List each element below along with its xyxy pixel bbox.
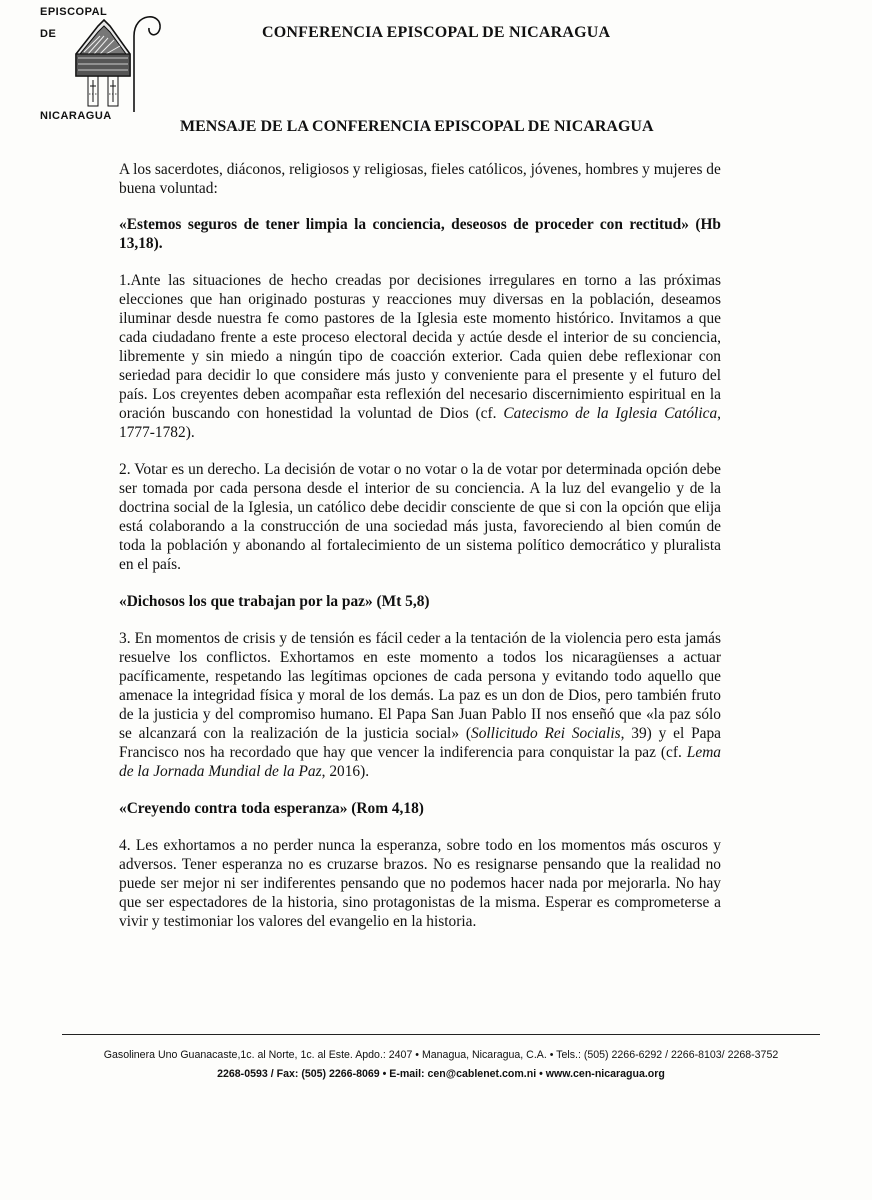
section-heading-1: «Estemos seguros de tener limpia la conciencia, deseosos de proceder con rectitud» (Hb 13,18). — [119, 216, 721, 252]
footer-address-line: Gasolinera Uno Guanacaste,1c. al Norte, 1c. al Este. Apdo.: 2407 • Managua, Nicaragua, C.A. • Tels.: (505) 2266-6292 / 2266-8103/ 2268-3752 — [103, 1049, 779, 1061]
paragraph-4: 4. Les exhortamos a no perder nunca la esperanza, sobre todo en los momentos más oscuros y adversos. Tener esperanza no es cruzarse brazos. No es resignarse pensando que la realidad no puede ser mejor ni ser indiferentes pensando que no podemos hacer nada por mejorarla. No hay que ser espectadores de la historia, sino protagonistas de la misma. Esperar es comprometerse a vivir y testimoniar los valores del evangelio en la historia. — [119, 837, 721, 930]
document-title: MENSAJE DE LA CONFERENCIA EPISCOPAL DE NICARAGUA — [180, 118, 654, 135]
paragraph-1-text: 1.Ante las situaciones de hecho creadas por decisiones irregulares en torno a las próximas elecciones que han originado posturas y reacciones muy diversas en la población, deseamos iluminar desde nuestra fe como pastores de la Iglesia este momento histórico. Invitamos a que cada ciudadano frente a este proceso electoral decida y actúe desde el interior de su conciencia, libremente y sin miedo a ningún tipo de coacción exterior. Cada quien debe reflexionar con seriedad para decidir lo que considere más justo y conveniente para el presente y el futuro del país. Los creyentes deben acompañar esta reflexión del necesario discernimiento espiritual en la oración buscando con honestidad la voluntad de Dios (cf. — [119, 272, 721, 422]
logo-text-top: EPISCOPAL — [40, 6, 108, 18]
episcopal-logo — [40, 6, 160, 126]
logo-text-de: DE — [40, 28, 57, 40]
logo-text-bottom: NICARAGUA — [40, 110, 112, 122]
salutation: A los sacerdotes, diáconos, religiosos y religiosas, fieles católicos, jóvenes, hombres y mujeres de buena voluntad: — [119, 161, 721, 197]
message-body — [119, 160, 721, 931]
paragraph-2: 2. Votar es un derecho. La decisión de votar o no votar o la de votar por determinada opción debe ser tomada por cada persona desde el interior de su conciencia. A la luz del evangelio y de la doctrina social de la Iglesia, un católico debe decidir consciente de que si con la opción que elija está colaborando a la construcción de una sociedad más justa, favoreciendo al bien común de toda la población y abonando al fortalecimiento de un sistema político democrático y pluralista en el país. — [119, 461, 721, 573]
organization-heading: CONFERENCIA EPISCOPAL DE NICARAGUA — [262, 24, 611, 41]
footer-contact-line: 2268-0593 / Fax: (505) 2266-8069 • E-mail: cen@cablenet.com.ni • www.cen-nicaragua.org — [217, 1068, 665, 1080]
paragraph-3-text-c: , 2016). — [321, 763, 370, 780]
paragraph-3-citation-1: Sollicitudo Rei Socialis — [471, 725, 621, 742]
paragraph-3 — [119, 629, 721, 781]
section-heading-3: «Creyendo contra toda esperanza» (Rom 4,18) — [119, 800, 424, 817]
paragraph-3-text-b: , 39) y el Papa Francisco nos ha recordado que hay que vencer la indiferencia para conquistar la paz (cf. — [119, 725, 721, 761]
paragraph-1-citation: Catecismo de la Iglesia Católica — [503, 405, 718, 422]
footer-divider — [62, 1034, 820, 1035]
paragraph-3-text-a: 3. En momentos de crisis y de tensión es fácil ceder a la tentación de la violencia pero esta jamás resuelve los conflictos. Exhortamos en este momento a todos los nicaragüenses a actuar pacíficamente, respetando las legítimas opciones de cada persona y evitando todo aquello que amenace la integridad física y moral de los demás. La paz es un don de Dios, pero también fruto de la justicia y del compromiso humano. El Papa San Juan Pablo II nos enseñó que «la paz sólo se alcanzará con la realización de la justicia social» ( — [119, 630, 721, 742]
paragraph-3-citation-2: Lema de la Jornada Mundial de la Paz — [119, 744, 721, 780]
paragraph-1 — [119, 271, 721, 442]
mitre-crosier-icon — [54, 6, 164, 112]
paragraph-1-end: , 1777-1782). — [119, 405, 721, 441]
footer-contact — [62, 1046, 820, 1084]
section-heading-2: «Dichosos los que trabajan por la paz» (Mt 5,8) — [119, 593, 430, 610]
